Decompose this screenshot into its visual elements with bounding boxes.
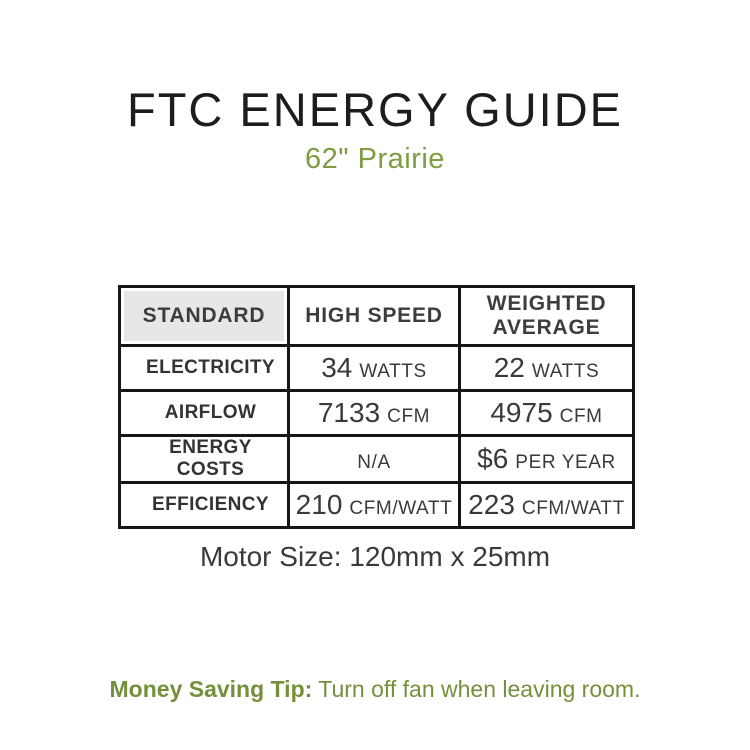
motor-size-label: Motor Size: <box>199 541 342 572</box>
motor-size-value: 120mm x 25mm <box>349 541 551 572</box>
money-saving-tip-label: Money Saving Tip: <box>109 676 313 702</box>
column-header-high-speed: HIGH SPEED <box>289 287 460 346</box>
value-unit: CFM/WATT <box>521 498 625 519</box>
table-header-row <box>120 287 634 346</box>
electricity-weighted-average-value <box>460 346 634 391</box>
row-label-efficiency: EFFICIENCY <box>120 483 289 528</box>
page-title: FTC ENERGY GUIDE <box>127 83 623 136</box>
column-header-weighted-average: WEIGHTED AVERAGE <box>460 287 634 346</box>
table-row-energy-costs <box>120 436 634 483</box>
energy-table <box>118 285 635 529</box>
value-number: 223 <box>468 489 515 520</box>
row-label-electricity: ELECTRICITY <box>120 346 289 391</box>
model-subtitle: 62" Prairie <box>305 143 445 175</box>
airflow-weighted-average-value <box>460 391 634 436</box>
row-label-airflow: AIRFLOW <box>120 391 289 436</box>
energy-costs-weighted-average-value <box>460 436 634 483</box>
table-row-airflow <box>120 391 634 436</box>
value-number: 4975 <box>490 397 553 428</box>
value-unit: CFM <box>559 406 603 427</box>
row-label-energy-costs: ENERGY COSTS <box>120 436 289 483</box>
table-row-efficiency <box>120 483 634 528</box>
value-unit: WATTS <box>531 361 600 382</box>
electricity-high-speed-value <box>289 346 460 391</box>
value-number: 34 <box>321 352 353 383</box>
value-unit: N/A <box>357 452 391 473</box>
value-number: 7133 <box>317 397 381 428</box>
efficiency-weighted-average-value <box>460 483 634 528</box>
value-number: 210 <box>295 489 343 520</box>
value-unit: CFM/WATT <box>349 498 453 519</box>
value-unit: WATTS <box>359 361 427 382</box>
table-row-electricity <box>120 346 634 391</box>
efficiency-high-speed-value <box>289 483 460 528</box>
value-number: 22 <box>493 352 525 383</box>
value-unit: PER YEAR <box>515 452 616 473</box>
column-header-standard: STANDARD <box>120 287 289 346</box>
motor-size-line <box>0 541 750 573</box>
value-unit: CFM <box>387 406 431 427</box>
airflow-high-speed-value <box>289 391 460 436</box>
energy-costs-high-speed-value <box>289 436 460 483</box>
money-saving-tip-text: Turn off fan when leaving room. <box>318 676 641 702</box>
money-saving-tip <box>0 676 750 703</box>
value-number: $6 <box>477 443 509 474</box>
